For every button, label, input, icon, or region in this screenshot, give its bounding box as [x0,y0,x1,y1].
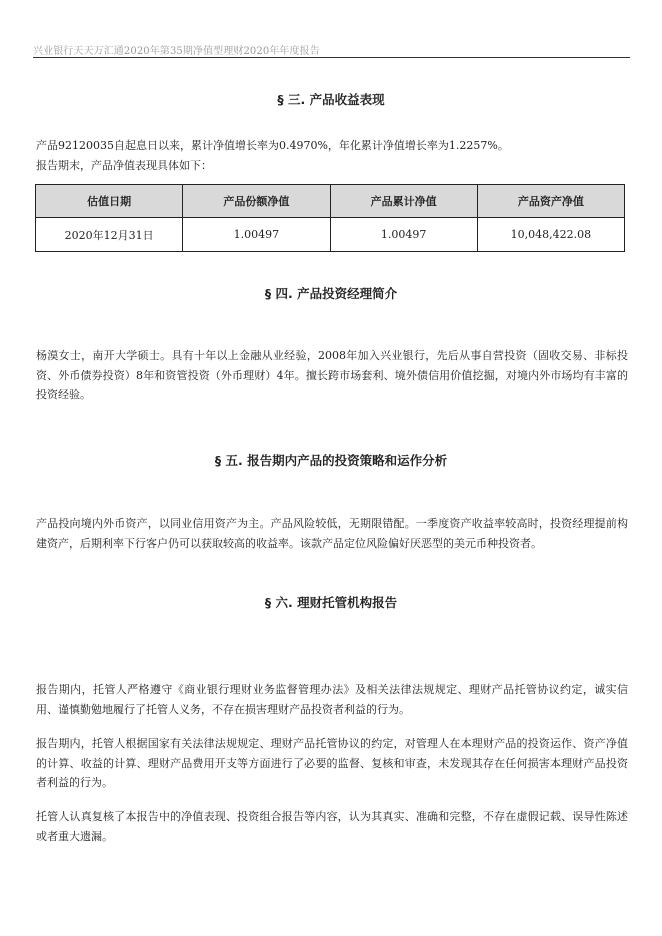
header-net-asset-value: 产品资产净值 [477,185,624,218]
running-header: 兴业银行天天万汇通2020年第35期净值型理财2020年年度报告 [33,46,320,57]
section-3-title: § 三. 产品收益表现 [277,92,385,107]
section-3-performance-summary [36,136,628,175]
cell-valuation-date: 2020年12月31日 [36,218,183,252]
period-end-intro-text: 报告期末，产品净值表现具体如下： [36,158,212,172]
header-cumulative-nav: 产品累计净值 [330,185,477,218]
header-valuation-date: 估值日期 [36,185,183,218]
table-row [36,218,625,252]
custodian-paragraph-1: 报告期内，托管人严格遵守《商业银行理财业务监督管理办法》及相关法律法规规定、理财产品托管协议约定，诚实信用、谨慎勤勉地履行了托管人义务，不存在损害理财产品投资者利益的行为。 [36,683,628,716]
header-divider [33,57,630,58]
nav-table-header-row [36,185,625,218]
section-4-title: § 四. 产品投资经理简介 [264,286,398,301]
strategy-paragraph: 产品投向境内外币资产，以同业信用资产为主。产品风险较低，无期限错配。一季度资产收益率较高时，投资经理提前构建资产，后期利率下行客户仍可以获取较高的收益率。该款产品定位风险偏好厌恶型的美元币种投资者。 [36,517,628,550]
cell-net-asset-value: 10,048,422.08 [477,218,624,252]
cumulative-growth-text: 产品92120035自起息日以来，累计净值增长率为0.4970%，年化累计净值增长率为1.2257%。 [36,139,509,152]
section-6-title: § 六. 理财托管机构报告 [264,595,398,610]
manager-bio-paragraph: 杨漠女士，南开大学硕士。具有十年以上金融从业经验，2008年加入兴业银行，先后从事自营投资（固收交易、非标投资、外币债券投资）8年和资管投资（外币理财）4年。擅长跨市场套利、境外债信用价值挖掘，对境内外市场均有丰富的投资经验。 [36,349,628,401]
custodian-paragraph-2: 报告期内，托管人根据国家有关法律法规规定、理财产品托管协议的约定，对管理人在本理财产品的投资运作、资产净值的计算、收益的计算、理财产品费用开支等方面进行了必要的监督、复核和审查，未发现其存在任何损害本理财产品投资者利益的行为。 [36,737,628,789]
section-5-title: § 五. 报告期内产品的投资策略和运作分析 [214,453,448,468]
header-unit-nav: 产品份额净值 [183,185,330,218]
cell-unit-nav: 1.00497 [183,218,330,252]
nav-table [35,184,625,252]
custodian-paragraph-3: 托管人认真复核了本报告中的净值表现、投资组合报告等内容，认为其真实、准确和完整，不存在虚假记载、误导性陈述或者重大遗漏。 [36,810,628,843]
cell-cumulative-nav: 1.00497 [330,218,477,252]
